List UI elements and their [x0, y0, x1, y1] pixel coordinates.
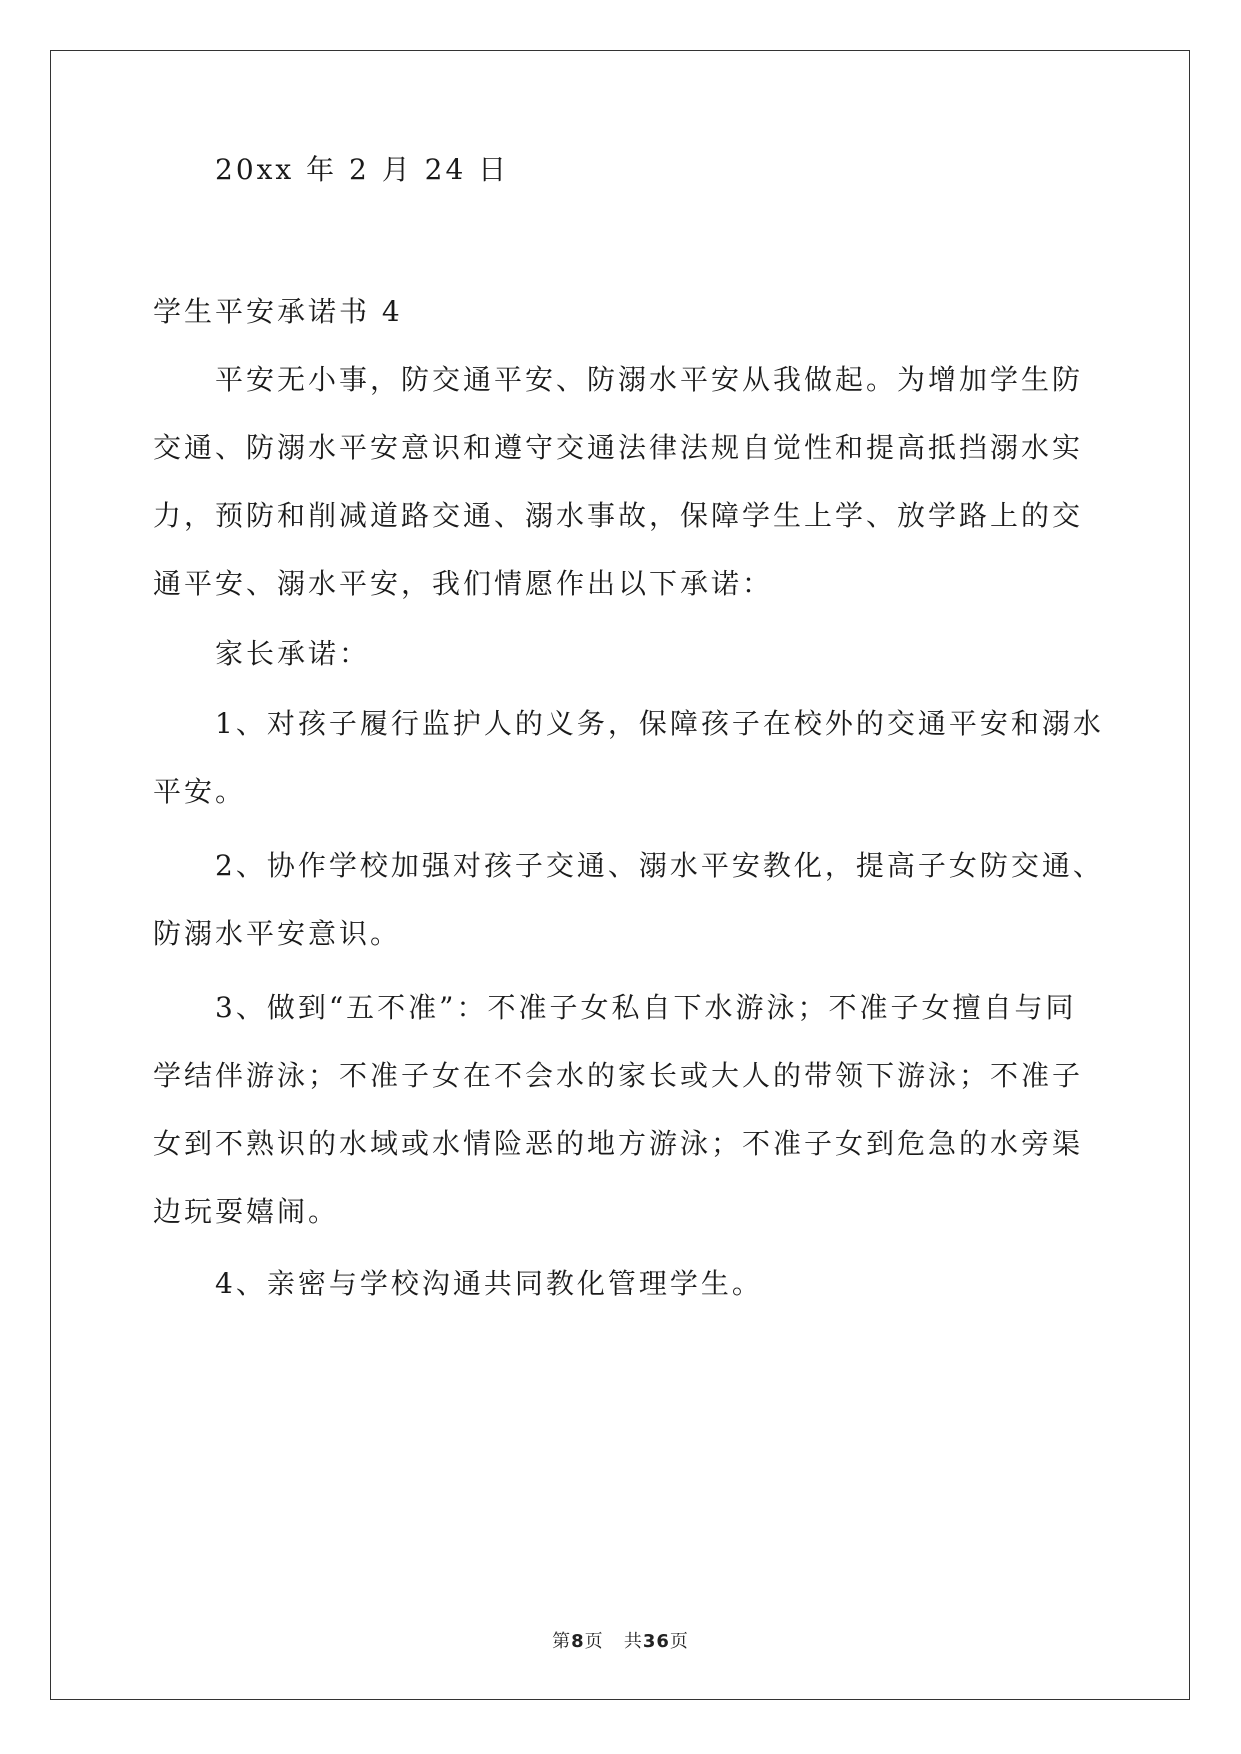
footer-page-word: 页 — [584, 1631, 604, 1652]
footer-total-pages: 36 — [642, 1631, 670, 1652]
item2-line-1: 2、协作学校加强对孩子交通、溺水平安教化，提高子女防交通、 — [215, 849, 1104, 882]
item3-line-4: 边玩耍嬉闹。 — [153, 1195, 340, 1228]
intro-line-1: 平安无小事，防交通平安、防溺水平安从我做起。为增加学生防 — [215, 363, 1084, 396]
footer-total-prefix: 共 — [623, 1631, 643, 1652]
document-body — [153, 136, 1104, 1318]
section-title: 学生平安承诺书 4 — [153, 295, 403, 328]
item1-line-1: 1、对孩子履行监护人的义务，保障孩子在校外的交通平安和溺水 — [215, 707, 1104, 740]
item3-line-3: 女到不熟识的水域或水情险恶的地方游泳；不准子女到危急的水旁渠 — [153, 1127, 1084, 1160]
intro-line-4: 通平安、溺水平安，我们情愿作出以下承诺： — [153, 567, 774, 600]
intro-line-2: 交通、防溺水平安意识和遵守交通法律法规自觉性和提高抵挡溺水实 — [153, 431, 1084, 464]
parent-heading: 家长承诺： — [215, 637, 371, 670]
item3-line-1: 3、做到“五不准”：不准子女私自下水游泳；不准子女擅自与同 — [215, 991, 1077, 1024]
page-footer — [0, 1627, 1241, 1653]
intro-line-3: 力，预防和削减道路交通、溺水事故，保障学生上学、放学路上的交 — [153, 499, 1084, 532]
footer-prefix: 第 — [552, 1631, 572, 1652]
item4-line-1: 4、亲密与学校沟通共同教化管理学生。 — [215, 1267, 763, 1300]
item3-line-2: 学结伴游泳；不准子女在不会水的家长或大人的带领下游泳；不准子 — [153, 1059, 1084, 1092]
item1-line-2: 平安。 — [153, 775, 247, 808]
date-line: 20xx 年 2 月 24 日 — [215, 153, 510, 186]
footer-current-page: 8 — [571, 1631, 585, 1652]
item2-line-2: 防溺水平安意识。 — [153, 917, 402, 950]
blank-line — [153, 204, 1093, 272]
footer-total-suffix: 页 — [669, 1631, 689, 1652]
